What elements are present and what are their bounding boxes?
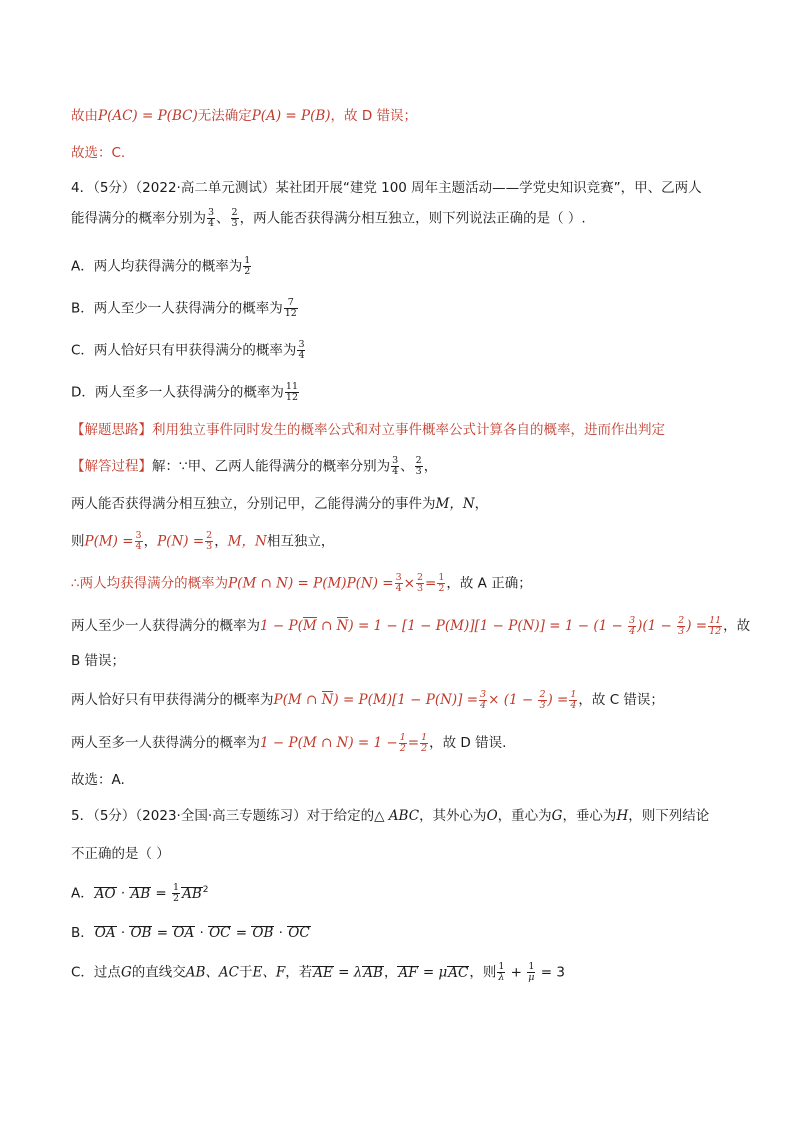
q4-option-b: B．两人至少一人获得满分的概率为 $\frac{7}{12}$ — [71, 297, 297, 319]
q4-solution-process: 【解答过程】解：∵甲、乙两人能得满分的概率分别为 $\frac{3}{4}$ 、 $\frac{2}{3}$ ， — [71, 455, 438, 477]
prev-conclusion: 故由P(AC) = P(BC)无法确定P(A) = P(B)，故 D 错误； — [71, 108, 418, 124]
q4-line-b-cont: B 错误； — [71, 653, 126, 669]
q4-line-a: ∴两人均获得满分的概率为P(M ∩ N) = P(M)P(N) = $\frac{3}{4}$ × $\frac{2}{3}$ = $\frac{1}{2}$ ，故 A 正确； — [71, 572, 532, 594]
q4-stem-line1: 4．（5分）（2022·高二单元测试）某社团开展“建党 100 周年主题活动——学党史知识竞赛”，甲、乙两人 — [71, 180, 702, 196]
q4-option-a: A．两人均获得满分的概率为 $\frac{1}{2}$ — [71, 255, 251, 277]
q5-option-c: C．过点G的直线交AB、AC于E、F，若AE = λAB，AF = μAC，则 $\frac{1}{\lambda}$ + $\frac{1}{\mu}$ = 3 — [71, 961, 565, 983]
q5-option-a: A．AO · AB = $\frac{1}{2}$ $AB^2$ — [71, 882, 209, 904]
q4-solution-idea: 【解题思路】利用独立事件同时发生的概率公式和对立事件概率公式计算各自的概率，进而作出判定 — [71, 422, 665, 438]
q4-answer: 故选：A. — [71, 772, 125, 788]
fraction: $\frac{2}{3}$ — [231, 207, 238, 229]
q4-line-d: 两人至多一人获得满分的概率为1 − P(M ∩ N) = 1 − $\frac{1}{2}$ = $\frac{1}{2}$ ，故 D 错误. — [71, 732, 507, 754]
q4-option-d: D．两人至多一人获得满分的概率为 $\frac{11}{12}$ — [71, 381, 298, 403]
q4-then-line: 则P(M) = $\frac{3}{4}$ ，P(N) = $\frac{2}{3}$ ，M，N相互独立， — [71, 530, 335, 552]
q4-line-c: 两人恰好只有甲获得满分的概率为P(M ∩ N) = P(M)[1 − P(N)] = $\frac{3}{4}$ × (1 − $\frac{2}{3}$ ) = $\frac{1}{4}$ ，故 C 错误； — [71, 689, 664, 711]
fraction: $\frac{3}{4}$ — [208, 207, 215, 229]
q4-option-c: C．两人恰好只有甲获得满分的概率为 $\frac{3}{4}$ — [71, 339, 305, 361]
q4-stem-line2: 能得满分的概率分别为 $\frac{3}{4}$ 、 $\frac{2}{3}$ ，两人能否获得满分相互独立，则下列说法正确的是（ ）. — [71, 207, 586, 229]
prev-answer: 故选：C. — [71, 145, 126, 161]
q5-stem-line2: 不正确的是（ ） — [71, 846, 170, 862]
q4-line-b: 两人至少一人获得满分的概率为1 − P(M ∩ N) = 1 − [1 − P(M)][1 − P(N)] = 1 − (1 − $\frac{3}{4}$ )(1 − $\frac{2}{3}$ ) = $\frac{11}{12}$ ，故 — [71, 615, 751, 637]
q5-stem-line1: 5．（5分）（2023·全国·高三专题练习）对于给定的△ ABC，其外心为O，重心为G，垂心为H，则下列结论 — [71, 808, 710, 824]
q4-events-line: 两人能否获得满分相互独立，分别记甲，乙能得满分的事件为M，N， — [71, 496, 489, 512]
q5-option-b: B．OA · OB = OA · OC = OB · OC — [71, 925, 310, 941]
